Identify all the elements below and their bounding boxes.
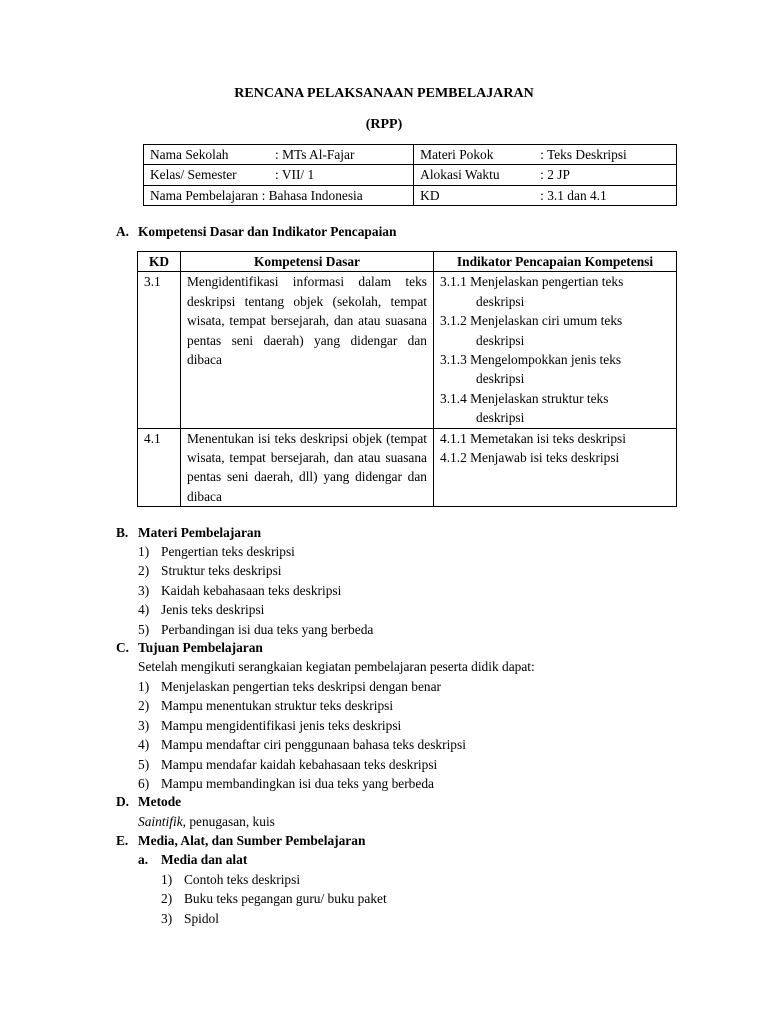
document-subtitle: (RPP) bbox=[365, 117, 403, 132]
table-row bbox=[138, 428, 677, 507]
info-right-cell bbox=[414, 145, 677, 165]
item-text: Spidol bbox=[184, 910, 219, 926]
info-row bbox=[144, 165, 677, 185]
item-number: 4) bbox=[138, 602, 150, 618]
subsection-heading bbox=[138, 850, 247, 869]
section-title: Materi Pembelajaran bbox=[138, 525, 262, 540]
item-number: 1) bbox=[161, 872, 173, 887]
indikator-item-cont: deskripsi bbox=[476, 410, 525, 426]
competency-table bbox=[137, 251, 677, 507]
info-value: : MTs Al-Fajar bbox=[275, 147, 355, 162]
item-text: Kaidah kebahasaan teks deskripsi bbox=[161, 582, 342, 598]
item-text: Contoh teks deskripsi bbox=[184, 872, 301, 887]
info-right-cell bbox=[414, 165, 677, 185]
info-value: : 3.1 dan 4.1 bbox=[540, 187, 607, 203]
header-kompetensi: Kompetensi Dasar bbox=[181, 252, 434, 272]
section-title: Media, Alat, dan Sumber Pembelajaran bbox=[138, 833, 366, 848]
list-item bbox=[161, 909, 387, 928]
info-label: KD bbox=[420, 187, 440, 203]
info-label: Alokasi Waktu bbox=[420, 167, 500, 183]
kompetensi-cell: Menentukan isi teks deskripsi objek (tempat wisata, tempat bersejarah, dan atau suasana pentas seni daerah, dll) yang didengar dan dibaca bbox=[181, 428, 434, 507]
info-value: : VII/ 1 bbox=[275, 167, 315, 183]
section-letter: A. bbox=[116, 224, 130, 239]
section-letter: E. bbox=[116, 833, 129, 848]
info-left-cell bbox=[144, 165, 414, 185]
item-number: 2) bbox=[161, 891, 173, 907]
item-number: 3) bbox=[161, 910, 173, 926]
item-text: Struktur teks deskripsi bbox=[161, 563, 282, 579]
tujuan-list bbox=[138, 677, 466, 793]
info-left-cell bbox=[144, 145, 414, 165]
item-text: Jenis teks deskripsi bbox=[161, 602, 265, 618]
section-letter: B. bbox=[116, 525, 129, 540]
info-value: : 2 JP bbox=[540, 167, 570, 183]
section-e-heading bbox=[116, 831, 365, 850]
item-number: 1) bbox=[138, 679, 150, 694]
item-text: Mampu mendaftar ciri penggunaan bahasa teks deskripsi bbox=[161, 737, 466, 753]
section-title: Tujuan Pembelajaran bbox=[138, 640, 263, 655]
metode-rest: , penugasan, kuis bbox=[182, 814, 275, 829]
section-title: Metode bbox=[138, 794, 182, 809]
section-a-heading bbox=[116, 222, 396, 241]
item-text: Mampu mengidentifikasi jenis teks deskripsi bbox=[161, 717, 402, 733]
document-title: RENCANA PELAKSANAAN PEMBELAJARAN bbox=[234, 86, 534, 101]
kd-cell: 4.1 bbox=[138, 428, 181, 507]
item-text: Buku teks pegangan guru/ buku paket bbox=[184, 891, 387, 907]
info-left-cell bbox=[144, 185, 414, 205]
materi-list bbox=[138, 542, 373, 639]
info-value: : Teks Deskripsi bbox=[540, 147, 627, 162]
school-info-table bbox=[143, 144, 677, 206]
indikator-item: 3.1.1 Menjelaskan pengertian teks bbox=[440, 274, 624, 290]
metode-text bbox=[138, 812, 275, 831]
item-number: 1) bbox=[138, 544, 150, 559]
item-number: 2) bbox=[138, 563, 150, 579]
header-kd: KD bbox=[138, 252, 181, 272]
indikator-item: 3.1.4 Menjelaskan struktur teks bbox=[440, 390, 609, 406]
indikator-cell bbox=[434, 428, 677, 507]
indikator-cell bbox=[434, 272, 677, 428]
list-item bbox=[138, 696, 466, 715]
list-item bbox=[161, 870, 387, 889]
item-text: Pengertian teks deskripsi bbox=[161, 544, 295, 559]
item-number: 4) bbox=[138, 737, 150, 753]
info-value: : Bahasa Indonesia bbox=[261, 187, 363, 203]
item-number: 2) bbox=[138, 698, 150, 714]
section-b-heading bbox=[116, 523, 261, 542]
item-number: 3) bbox=[138, 582, 150, 598]
item-text: Mampu menentukan struktur teks deskripsi bbox=[161, 698, 394, 714]
list-item bbox=[161, 889, 387, 908]
list-item bbox=[138, 542, 373, 561]
table-header-row bbox=[138, 252, 677, 272]
item-text: Mampu mendafar kaidah kebahasaan teks deskripsi bbox=[161, 756, 438, 772]
kd-cell: 3.1 bbox=[138, 272, 181, 428]
section-letter: D. bbox=[116, 794, 130, 809]
info-label: Nama Sekolah bbox=[150, 147, 229, 162]
list-item bbox=[138, 735, 466, 754]
metode-italic: Saintifik bbox=[138, 814, 183, 829]
section-d-heading bbox=[116, 792, 181, 811]
indikator-item-cont: deskripsi bbox=[476, 332, 525, 348]
item-text: Menjelaskan pengertian teks deskripsi dengan benar bbox=[161, 679, 441, 694]
header-indikator: Indikator Pencapaian Kompetensi bbox=[434, 252, 677, 272]
indikator-item: 4.1.1 Memetakan isi teks deskripsi bbox=[440, 430, 626, 446]
info-label: Materi Pokok bbox=[420, 147, 494, 162]
item-text: Mampu membandingkan isi dua teks yang berbeda bbox=[161, 776, 434, 792]
indikator-item: 3.1.2 Menjelaskan ciri umum teks bbox=[440, 313, 623, 329]
item-number: 5) bbox=[138, 756, 150, 772]
list-item bbox=[138, 581, 373, 600]
tujuan-intro: Setelah mengikuti serangkaian kegiatan pembelajaran peserta didik dapat: bbox=[138, 659, 535, 674]
info-row bbox=[144, 185, 677, 205]
kompetensi-cell: Mengidentifikasi informasi dalam teks deskripsi tentang objek (sekolah, tempat wisata, tempat bersejarah, dan atau suasana pentas seni daerah) yang didengar dan dibaca bbox=[181, 272, 434, 428]
indikator-item: 3.1.3 Mengelompokkan jenis teks bbox=[440, 352, 622, 368]
section-title: Kompetensi Dasar dan Indikator Pencapaian bbox=[138, 224, 397, 239]
table-row bbox=[138, 272, 677, 428]
list-item bbox=[138, 620, 373, 639]
list-item bbox=[138, 716, 466, 735]
list-item bbox=[138, 677, 466, 696]
list-item bbox=[138, 561, 373, 580]
indikator-item: 4.1.2 Menjawab isi teks deskripsi bbox=[440, 450, 620, 466]
media-list bbox=[161, 870, 387, 928]
indikator-item-cont: deskripsi bbox=[476, 293, 525, 309]
info-label: Kelas/ Semester bbox=[150, 167, 237, 183]
item-number: 6) bbox=[138, 776, 150, 792]
info-row bbox=[144, 145, 677, 165]
subsection-title: Media dan alat bbox=[161, 852, 248, 867]
section-c-heading bbox=[116, 638, 263, 657]
item-number: 3) bbox=[138, 717, 150, 733]
item-number: 5) bbox=[138, 621, 150, 637]
indikator-item-cont: deskripsi bbox=[476, 371, 525, 387]
section-letter: C. bbox=[116, 640, 130, 655]
info-right-cell bbox=[414, 185, 677, 205]
info-label: Nama Pembelajaran bbox=[150, 187, 259, 203]
list-item bbox=[138, 774, 466, 793]
subsection-letter: a. bbox=[138, 852, 149, 867]
item-text: Perbandingan isi dua teks yang berbeda bbox=[161, 621, 374, 637]
list-item bbox=[138, 755, 466, 774]
list-item bbox=[138, 600, 373, 619]
